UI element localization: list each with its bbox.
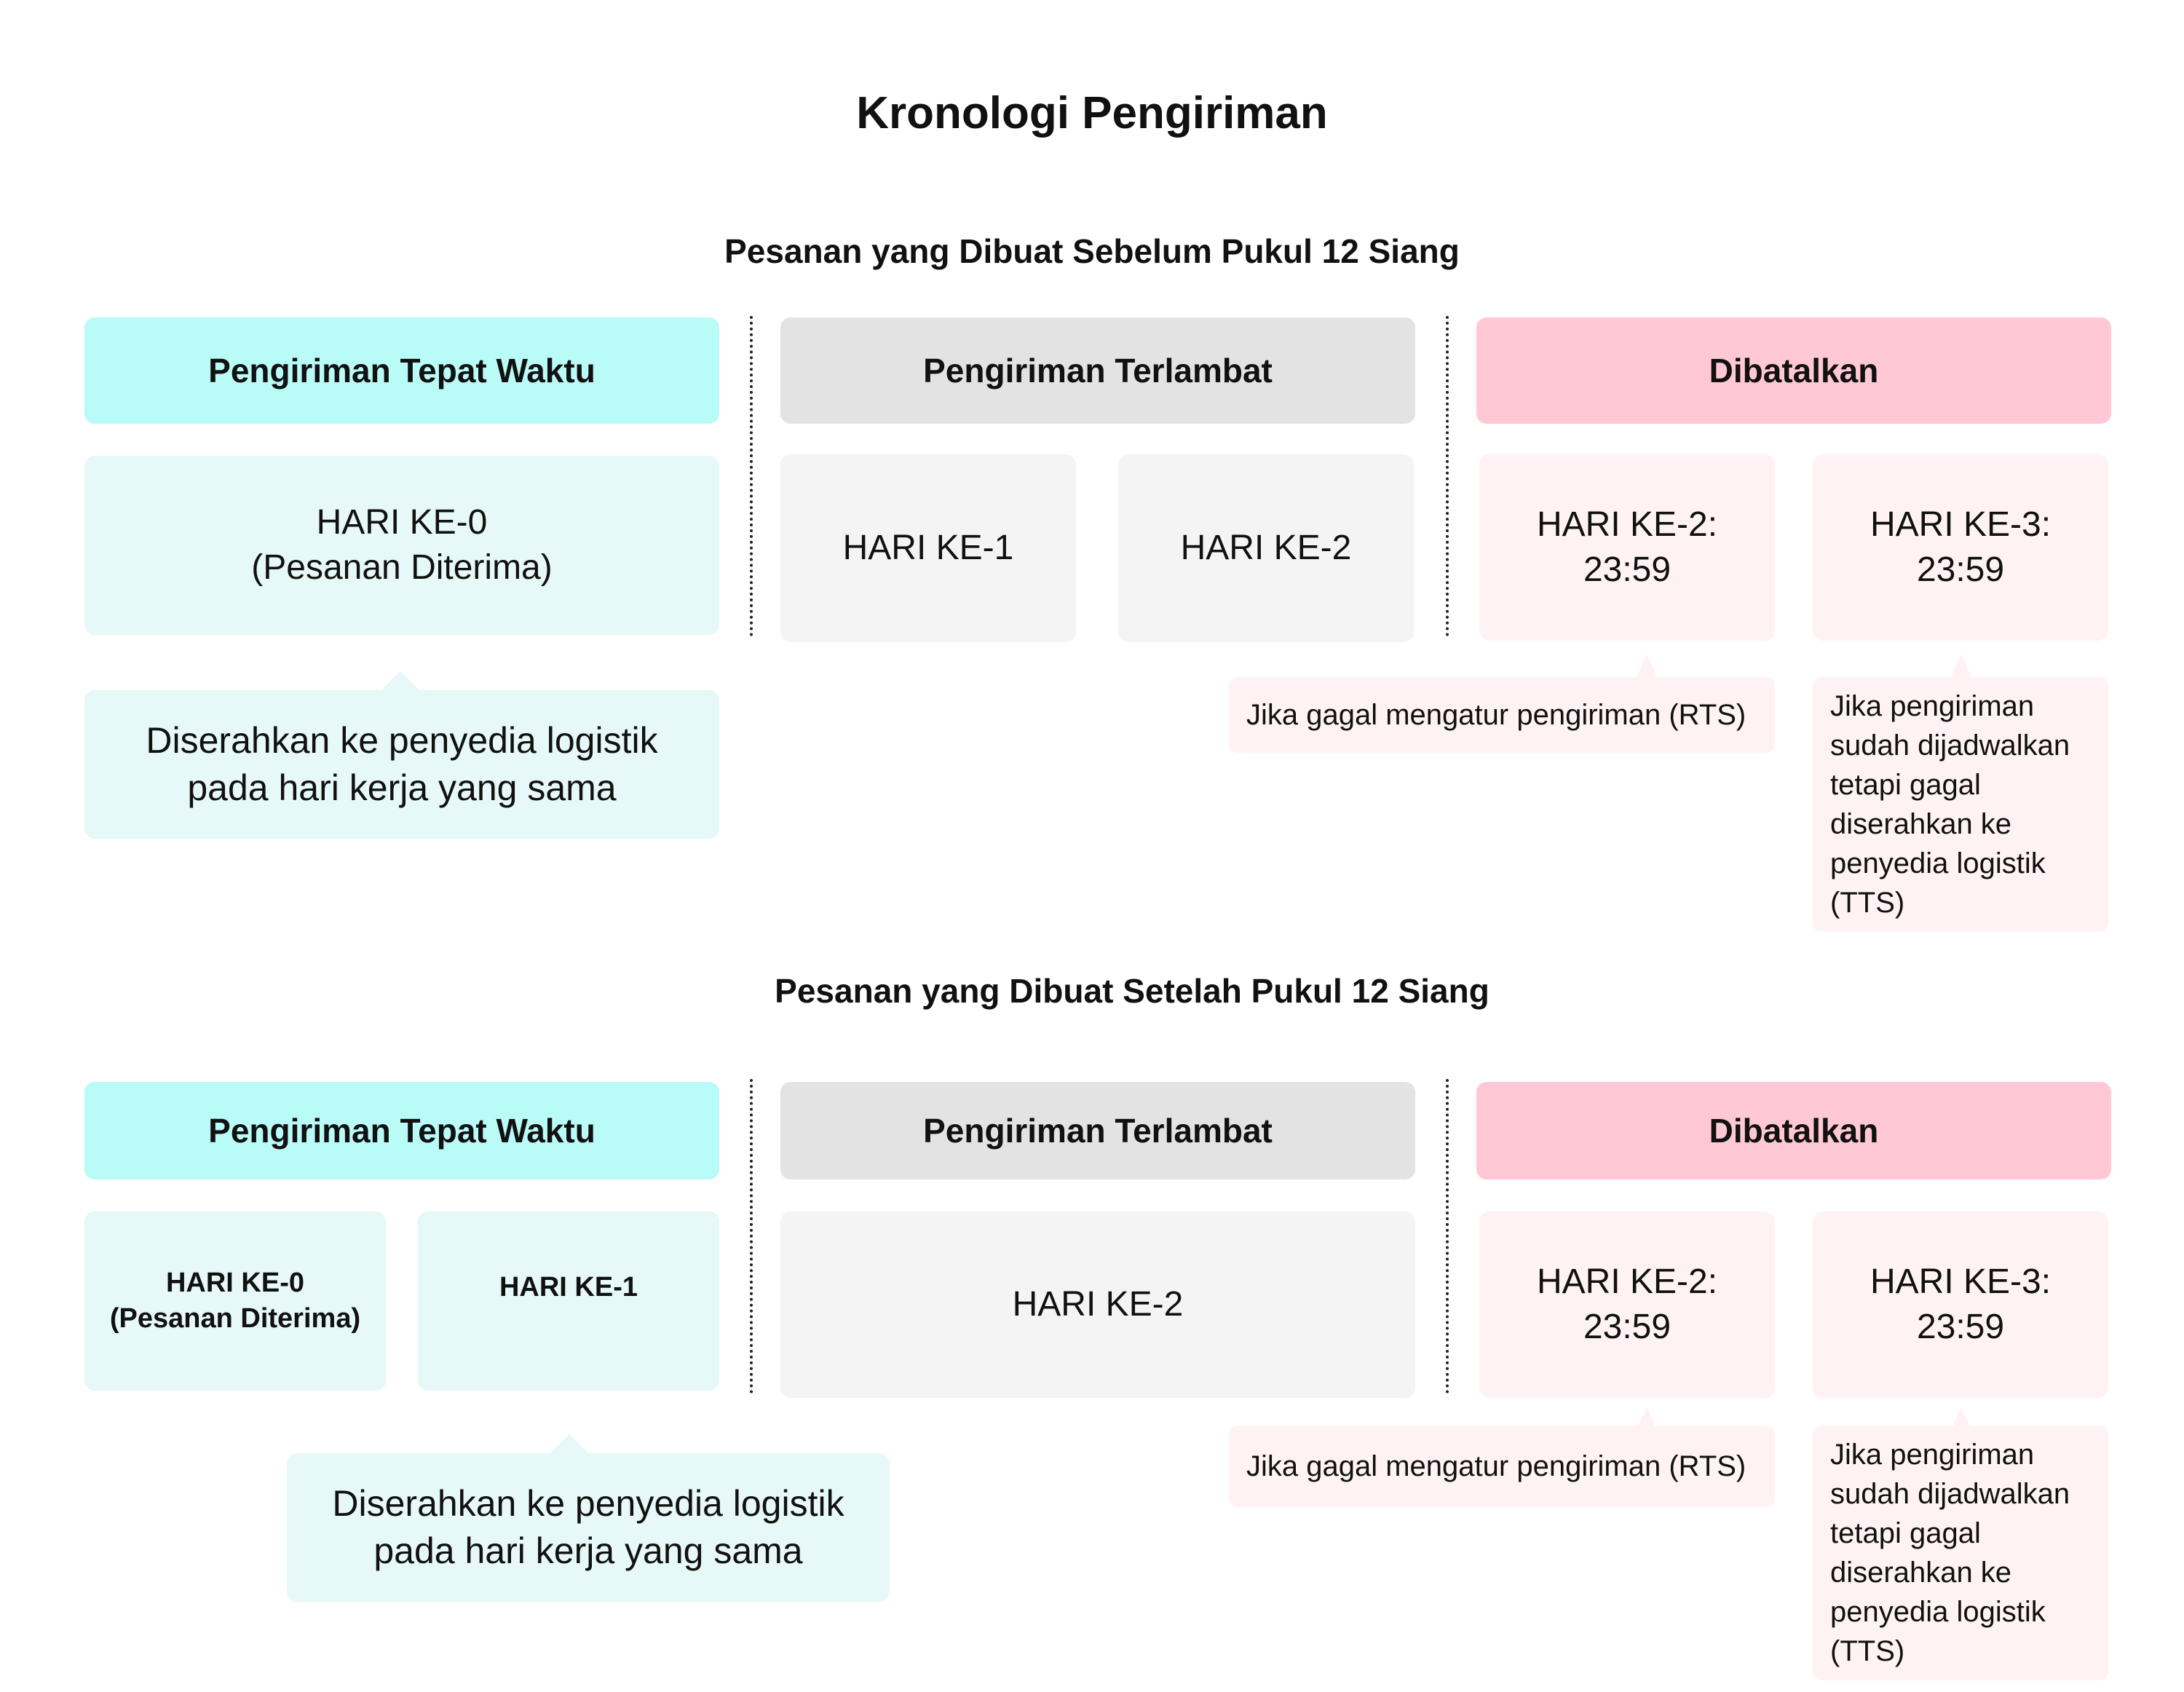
rts-note: Jika gagal mengatur pengiriman (RTS): [1229, 1426, 1775, 1507]
day-box-cancel: HARI KE-3: 23:59: [1813, 1211, 2108, 1398]
section-heading-after-noon: Pesanan yang Dibuat Setelah Pukul 12 Siang: [775, 972, 1489, 1010]
handover-note: Diserahkan ke penyedia logistik pada hari kerja yang sama: [287, 1453, 890, 1602]
callout-pointer: [1951, 654, 1971, 677]
day-box-cancel: HARI KE-2: 23:59: [1479, 454, 1775, 641]
header-cancelled: Dibatalkan: [1476, 1082, 2111, 1179]
divider-dotted: [750, 1079, 753, 1393]
header-cancelled: Dibatalkan: [1476, 317, 2111, 424]
day-box-cancel: HARI KE-3: 23:59: [1813, 454, 2108, 641]
callout-pointer: [1637, 654, 1657, 677]
tts-note: Jika pengiriman sudah dijadwalkan tetapi gagal diserahkan ke penyedia logistik (TTS): [1813, 677, 2108, 932]
day-box-late: HARI KE-2: [780, 1211, 1415, 1398]
callout-pointer: [380, 671, 421, 692]
divider-dotted: [750, 316, 753, 636]
tts-note: Jika pengiriman sudah dijadwalkan tetapi gagal diserahkan ke penyedia logistik (TTS): [1813, 1426, 2108, 1680]
header-on-time: Pengiriman Tepat Waktu: [84, 317, 719, 424]
header-late: Pengiriman Terlambat: [780, 1082, 1415, 1179]
page-title: Kronologi Pengiriman: [856, 87, 1328, 138]
rts-note: Jika gagal mengatur pengiriman (RTS): [1229, 677, 1775, 753]
day-box-on-time: HARI KE-0 (Pesanan Diterima): [84, 456, 719, 635]
header-late: Pengiriman Terlambat: [780, 317, 1415, 424]
day-box-cancel: HARI KE-2: 23:59: [1479, 1211, 1775, 1398]
divider-dotted: [1446, 316, 1449, 636]
divider-dotted: [1446, 1079, 1449, 1393]
section-heading-before-noon: Pesanan yang Dibuat Sebelum Pukul 12 Siang: [724, 232, 1460, 270]
day-box-late: HARI KE-1: [780, 454, 1076, 642]
day-box-on-time: HARI KE-0 (Pesanan Diterima): [84, 1211, 386, 1391]
day-box-on-time: HARI KE-1: [418, 1211, 719, 1391]
header-on-time: Pengiriman Tepat Waktu: [84, 1082, 719, 1179]
callout-pointer: [549, 1434, 590, 1455]
day-box-late: HARI KE-2: [1118, 454, 1414, 642]
handover-note: Diserahkan ke penyedia logistik pada hari kerja yang sama: [84, 690, 719, 839]
